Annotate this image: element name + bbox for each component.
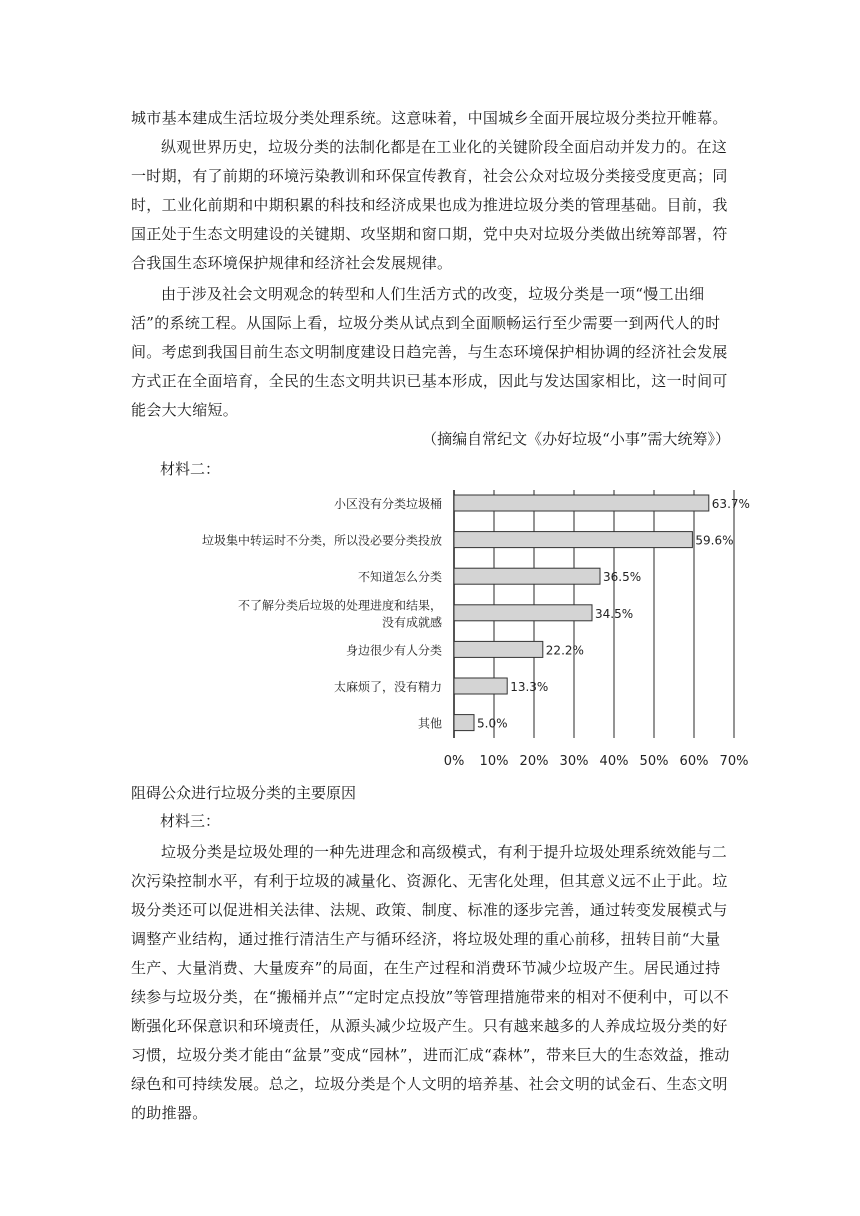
chart-caption: 阻碍公众进行垃圾分类的主要原因 — [131, 784, 357, 802]
x-tick-label: 20% — [519, 754, 549, 769]
bar — [454, 495, 709, 511]
value-label: 36.5% — [603, 570, 642, 585]
category-label: 没有成就感 — [381, 615, 442, 630]
bar — [454, 715, 474, 731]
material-2-label: 材料二： — [160, 460, 221, 478]
bar — [454, 532, 692, 548]
bar — [454, 568, 600, 584]
value-label: 13.3% — [510, 680, 549, 694]
value-label: 34.5% — [595, 606, 634, 621]
category-label: 不了解分类后垃圾的处理进度和结果， — [237, 598, 442, 613]
value-label: 59.6% — [695, 533, 734, 548]
paragraph-3: 由于涉及社会文明观念的转型和人们生活方式的改变，垃圾分类是一项“慢工出细活”的系统工程。从国际上看，垃圾分类从试点到全面顺畅运行至少需要一到两代人的时间。考虑到我国目前生态文明制度建设日趋完善，与生态环境保护相协调的经济社会发展方式正在全面培育，全民的生态文明共识已基本形成，因此与发达国家相比，这一时间可能会大大缩短。 — [131, 285, 728, 419]
value-label: 63.7% — [711, 497, 750, 511]
category-label: 其他 — [417, 716, 442, 731]
x-tick-label: 50% — [639, 754, 669, 769]
paragraph-4: 垃圾分类是垃圾处理的一种先进理念和高级模式，有利于提升垃圾处理系统效能与二次污染控制水平，有利于垃圾的减量化、资源化、无害化处理，但其意义远不止于此。垃圾分类还可以促进相关法律、法规、政策、制度、标准的逐步完善，通过转变发展模式与调整产业结构，通过推行清洁生产与循环经济，将垃圾处理的重心前移，扭转目前“大量生产、大量消费、大量废弃”的局面，在生产过程和消费环节减少垃圾产生。居民通过持续参与垃圾分类，在“搬桶并点”“定时定点投放”等管理措施带来的相对不便利中，可以不断强化环保意识和环境责任，从源头减少垃圾产生。只有越来越多的人养成垃圾分类的好习惯，垃圾分类才能由“盆景”变成“园林”，进而汇成“森林”，带来巨大的生态效益，推动绿色和可持续发展。总之，垃圾分类是个人文明的培养基、社会文明的试金石、生态文明的助推器。 — [131, 843, 730, 1122]
x-tick-label: 70% — [719, 754, 749, 769]
obstacles-bar-chart — [130, 484, 750, 774]
x-tick-label: 40% — [599, 754, 629, 769]
paragraph-1: 城市基本建成生活垃圾分类处理系统。这意味着，中国城乡全面开展垃圾分类拉开帷幕。 — [131, 109, 728, 127]
category-label: 不知道怎么分类 — [357, 570, 442, 585]
material-3-label: 材料三： — [160, 812, 221, 830]
x-tick-label: 30% — [559, 754, 589, 769]
x-tick-label: 0% — [443, 754, 465, 769]
category-label: 小区没有分类垃圾桶 — [333, 497, 442, 511]
x-tick-label: 10% — [479, 754, 509, 769]
bar — [454, 605, 592, 621]
paragraph-2: 纵观世界历史，垃圾分类的法制化都是在工业化的关键阶段全面启动并发力的。在这一时期，有了前期的环境污染教训和环保宣传教育，社会公众对垃圾分类接受度更高；同时，工业化前期和中期积累的科技和经济成果也成为推进垃圾分类的管理基础。目前，我国正处于生态文明建设的关键期、攻坚期和窗口期，党中央对垃圾分类做出统筹部署，符合我国生态环境保护规律和经济社会发展规律。 — [131, 138, 728, 272]
source-citation: （摘编自常纪文《办好垃圾“小事”需大统筹》） — [422, 430, 730, 448]
value-label: 5.0% — [477, 716, 508, 731]
category-label: 垃圾集中转运时不分类，所以没必要分类投放 — [201, 533, 442, 548]
category-label: 身边很少有人分类 — [345, 643, 442, 658]
x-tick-label: 60% — [679, 754, 709, 769]
bar — [454, 678, 507, 694]
category-label: 太麻烦了，没有精力 — [333, 680, 442, 694]
value-label: 22.2% — [545, 643, 584, 658]
bar — [454, 641, 543, 657]
